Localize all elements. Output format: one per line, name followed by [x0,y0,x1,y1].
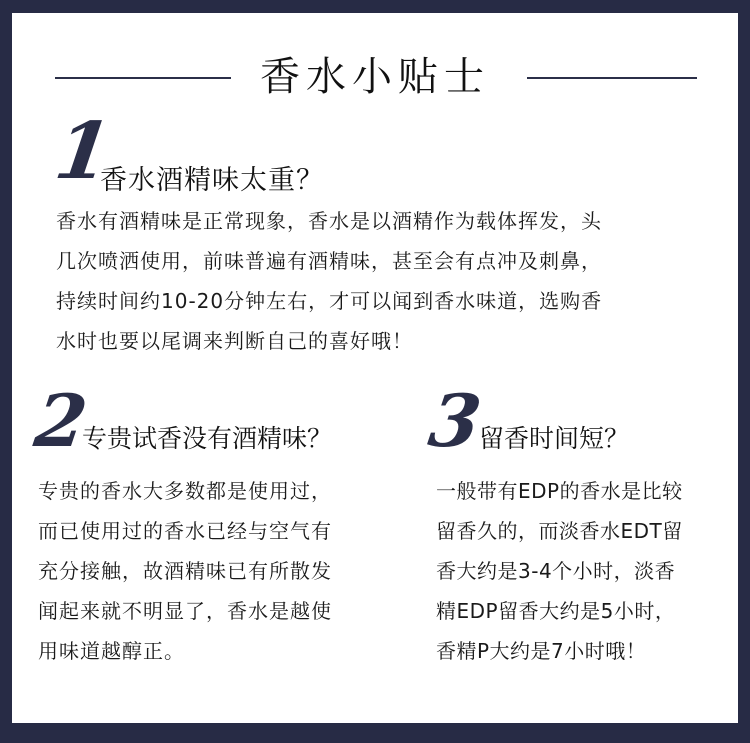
tip-heading-3: 留香时间短？ [479,424,630,453]
tip-line: 精EDP留香大约是5小时， [436,599,676,623]
tip-line: 充分接触，故酒精味已有所散发 [38,559,332,583]
tip-heading-1: 香水酒精味太重？ [100,165,324,196]
tip-line: 专贵的香水大多数都是使用过， [38,479,332,503]
tip-line: 水时也要以尾调来判断自己的喜好哦！ [56,329,413,353]
tip-number-3: 3 [424,378,487,463]
tip-body-1 [56,201,602,361]
tip-body-2 [38,471,332,671]
tip-line: 留香久的，而淡香水EDT留 [436,519,683,543]
tip-line: 香水有酒精味是正常现象，香水是以酒精作为载体挥发，头 [56,209,602,233]
tip-line: 持续时间约10-20分钟左右，才可以闻到香水味道，选购香 [56,289,603,313]
tip-line: 用味道越醇正。 [38,639,185,663]
tip-line: 而已使用过的香水已经与空气有 [38,519,332,543]
page-title: 香水小贴士 [260,54,490,100]
tip-line: 一般带有EDP的香水是比较 [436,479,683,503]
tip-line: 闻起来就不明显了，香水是越使 [38,599,332,623]
tip-line: 香精P大约是7小时哦！ [436,639,647,663]
tip-line: 香大约是3-4个小时，淡香 [436,559,676,583]
tip-line: 几次喷洒使用，前味普遍有酒精味，甚至会有点冲及刺鼻， [56,249,602,273]
tip-heading-2: 专贵试香没有酒精味？ [82,424,333,453]
tip-body-3 [436,471,683,671]
tip-number-2: 2 [30,378,93,463]
tips-card [12,13,738,723]
tip-number-1: 1 [49,106,117,197]
